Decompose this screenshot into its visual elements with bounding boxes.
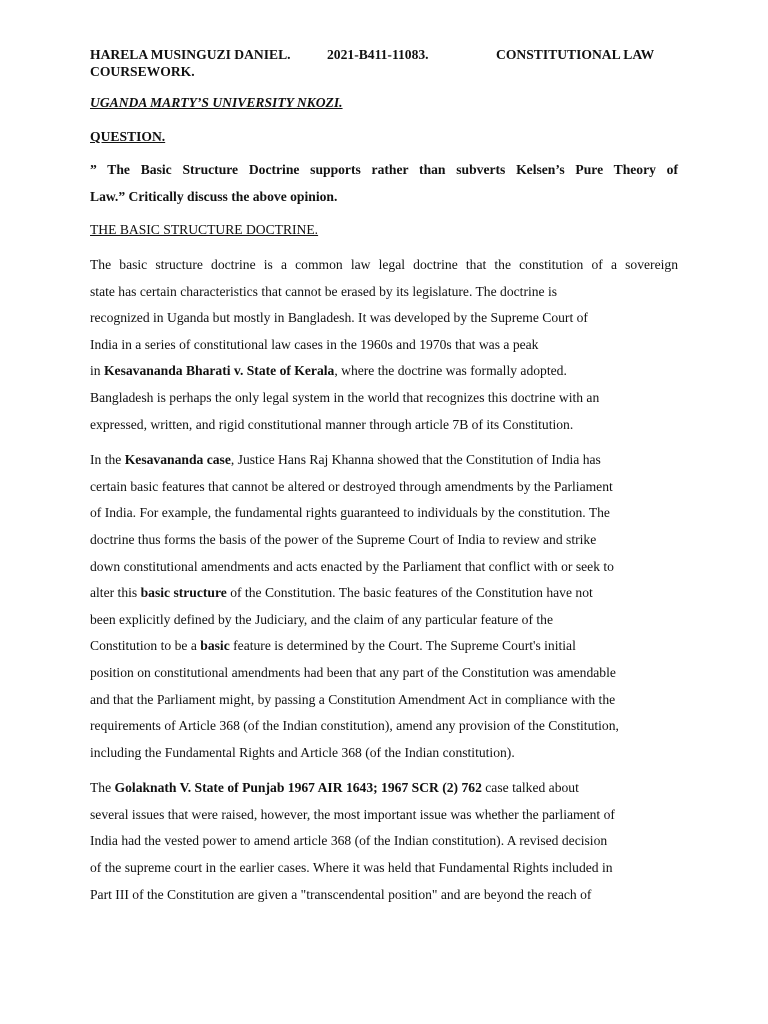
text-line: requirements of Article 368 (of the Indian constitution), amend any provision of the Constitution, xyxy=(90,718,619,734)
text-line: been explicitly defined by the Judiciary, and the claim of any particular feature of the xyxy=(90,611,554,627)
question-heading: QUESTION. xyxy=(90,129,166,144)
text-line: doctrine thus forms the basis of the power of the Supreme Court of India to review and strike xyxy=(90,531,597,547)
paragraph-golaknath xyxy=(90,775,678,908)
question-line: ” The Basic Structure Doctrine supports rather than subverts Kelsen’s Pure Theory of xyxy=(90,162,678,177)
paragraph-kesavananda xyxy=(90,447,678,766)
text-line: several issues that were raised, however, the most important issue was whether the parliament of xyxy=(90,806,615,822)
case-citation: Kesavananda Bharati v. State of Kerala xyxy=(103,363,335,379)
text-line: The basic structure doctrine is a common law legal doctrine that the constitution of a sovereign xyxy=(90,257,678,272)
text-line: expressed, written, and rigid constitutional manner through article 7B of its Constitution. xyxy=(90,416,574,432)
text-line: down constitutional amendments and acts enacted by the Parliament that conflict with or seek to xyxy=(90,558,614,574)
paragraph-basic-structure xyxy=(90,252,678,438)
text-run: Constitution to be a xyxy=(90,638,201,654)
text-line: state has certain characteristics that cannot be erased by its legislature. The doctrine is xyxy=(90,283,558,299)
text-run: , Justice Hans Raj Khanna showed that the Constitution of India has xyxy=(230,452,601,468)
text-line: Bangladesh is perhaps the only legal system in the world that recognizes this doctrine with an xyxy=(90,389,600,405)
question-text xyxy=(90,156,678,210)
text-line xyxy=(90,580,678,607)
case-citation: Golaknath V. State of Punjab 1967 AIR 1643; 1967 SCR (2) 762 xyxy=(114,780,482,796)
registration-number: 2021-B411-11083. xyxy=(327,47,429,62)
text-run: The xyxy=(90,780,115,796)
course-title-continued: COURSEWORK. xyxy=(90,64,195,79)
text-line: India in a series of constitutional law cases in the 1960s and 1970s that was a peak xyxy=(90,336,539,352)
document-page xyxy=(90,46,678,908)
text-run: case talked about xyxy=(481,780,579,796)
text-run: of the Constitution. The basic features of the Constitution have not xyxy=(226,585,593,601)
text-line xyxy=(90,447,678,474)
text-line xyxy=(90,358,678,385)
student-name: HARELA MUSINGUZI DANIEL. xyxy=(90,47,291,62)
text-line: including the Fundamental Rights and Article 368 (of the Indian constitution). xyxy=(90,744,515,760)
text-run: in xyxy=(90,363,104,379)
course-title: CONSTITUTIONAL LAW xyxy=(496,47,655,62)
text-run: , where the doctrine was formally adopted. xyxy=(334,363,567,379)
text-line xyxy=(90,633,678,660)
text-line: India had the vested power to amend article 368 (of the Indian constitution). A revised decision xyxy=(90,833,608,849)
text-line: and that the Parliament might, by passing a Constitution Amendment Act in compliance with the xyxy=(90,691,616,707)
text-run: In the xyxy=(90,452,125,468)
text-line: recognized in Uganda but mostly in Bangladesh. It was developed by the Supreme Court of xyxy=(90,310,588,326)
document-header xyxy=(90,46,678,82)
question-line: Law.” Critically discuss the above opinion. xyxy=(90,189,338,204)
text-line xyxy=(90,775,678,802)
text-line: certain basic features that cannot be altered or destroyed through amendments by the Parliament xyxy=(90,478,613,494)
text-line: of India. For example, the fundamental rights guaranteed to individuals by the constitution. The xyxy=(90,505,610,521)
section-heading: THE BASIC STRUCTURE DOCTRINE. xyxy=(90,222,319,237)
emphasis: basic xyxy=(200,638,230,654)
text-line: Part III of the Constitution are given a "transcendental position" and are beyond the reach of xyxy=(90,886,592,902)
text-run: feature is determined by the Court. The Supreme Court's initial xyxy=(229,638,576,654)
case-citation: Kesavananda case xyxy=(124,452,231,468)
text-line: position on constitutional amendments had been that any part of the Constitution was amendable xyxy=(90,664,616,680)
university-name: UGANDA MARTY’S UNIVERSITY NKOZI. xyxy=(90,95,343,110)
emphasis: basic structure xyxy=(140,585,227,601)
text-run: alter this xyxy=(90,585,141,601)
text-line: of the supreme court in the earlier cases. Where it was held that Fundamental Rights included in xyxy=(90,860,613,876)
